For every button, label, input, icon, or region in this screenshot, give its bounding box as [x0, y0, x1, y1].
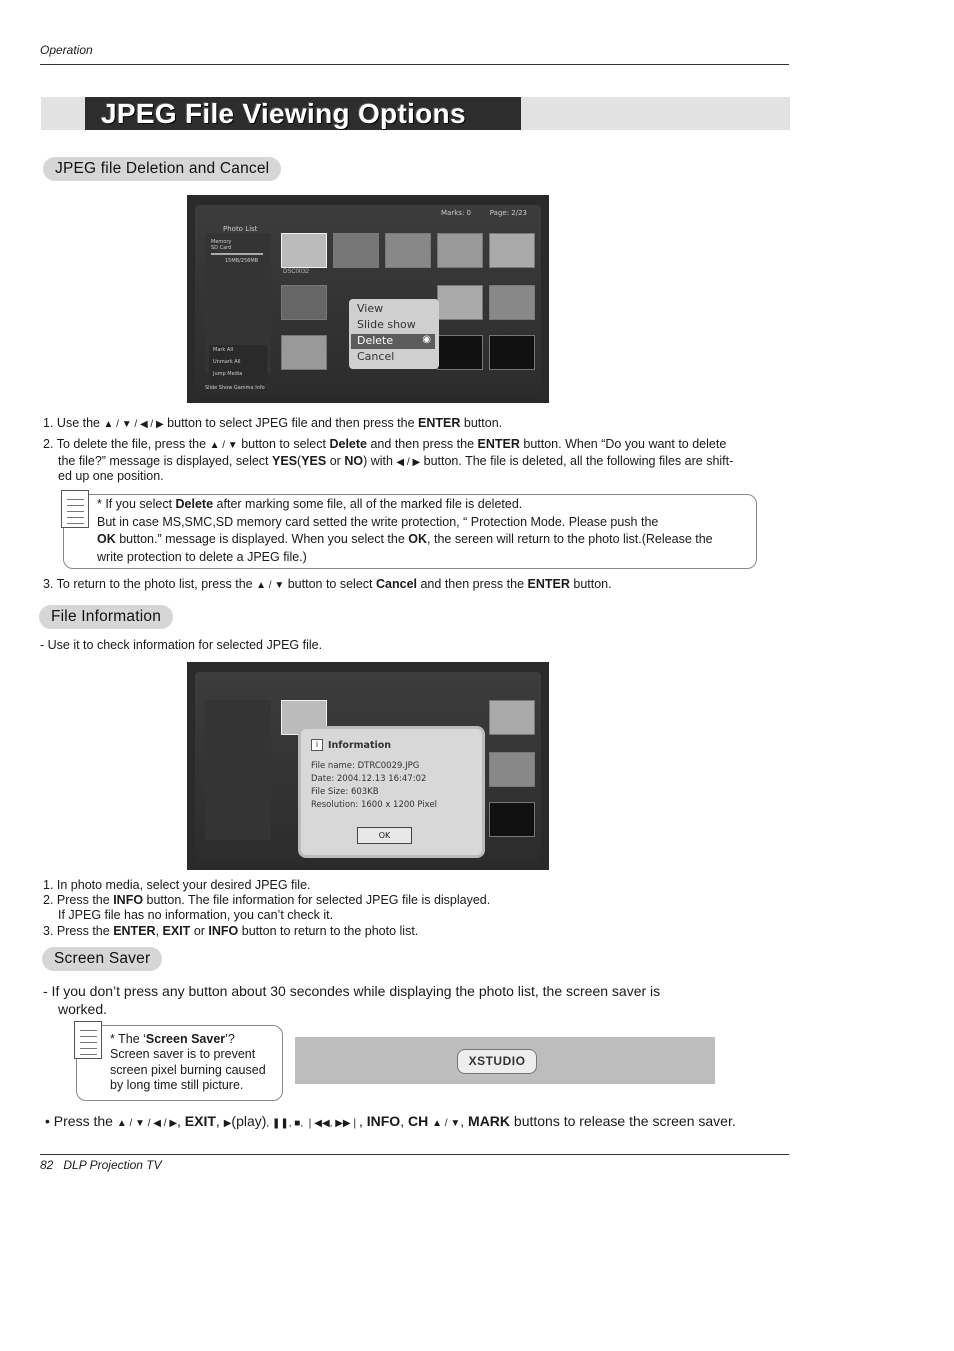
screenshot-file-information	[187, 662, 549, 870]
section-title-screen-saver: Screen Saver	[42, 947, 162, 971]
note-text: button.” message is displayed. When you select the	[119, 532, 405, 546]
ok-label: OK	[408, 532, 428, 546]
photo-thumb[interactable]	[281, 335, 327, 370]
play-label: (play)	[231, 1113, 267, 1129]
up-down-left-right-arrows-icon: ▲ / ▼ / ◀ / ▶	[116, 1118, 178, 1129]
enter-key-label: ENTER	[527, 577, 570, 591]
note-line-2: But in case MS,SMC,SD memory card setted the write protection, “ Protection Mode. Please push the	[97, 515, 659, 529]
step-text: button. The file information for selected JPEG file is displayed.	[146, 893, 491, 907]
sidebar-button-unmark-all[interactable]: Unmark All	[213, 359, 241, 365]
release-text: • Press the	[45, 1113, 113, 1129]
info-step-2-cont: If JPEG file has no information, you can’t check it.	[58, 908, 334, 922]
xstudio-logo: XSTUDIO	[457, 1049, 537, 1074]
sidebar-button-mark-all[interactable]: Mark All	[213, 347, 234, 353]
step-number: 2.	[43, 437, 54, 451]
sidebar-button-jump-media[interactable]: Jump Media	[213, 371, 243, 377]
step-text: 3. Press the	[43, 924, 110, 938]
file-resolution: Resolution: 1600 x 1200 Pixel	[311, 800, 438, 810]
step-text: 3. To return to the photo list, press the	[43, 577, 253, 591]
saver-body-1: - If you don’t press any button about 30 secondes while displaying the photo list, the screen saver is	[43, 983, 661, 999]
menu-item-cancel[interactable]: Cancel	[357, 350, 395, 363]
photo-thumb[interactable]	[489, 335, 535, 370]
step-text: and then press the	[420, 577, 525, 591]
pause-stop-rewind-forward-icons: , ❚❚, ■, ❘◀◀, ▶▶❘	[266, 1118, 359, 1129]
photo-thumb[interactable]	[385, 233, 431, 268]
left-right-arrows-icon: ◀ / ▶	[396, 457, 421, 468]
page-number: 82	[40, 1158, 54, 1172]
page-count: Page: 2/23	[489, 209, 527, 217]
cancel-label: Cancel	[376, 577, 417, 591]
note-text: after marking some file, all of the marked file is deleted.	[216, 497, 523, 511]
footer-title: DLP Projection TV	[63, 1158, 162, 1172]
step-number: 1.	[43, 416, 54, 430]
photo-sidebar	[205, 225, 271, 377]
saver-note-1	[110, 1031, 235, 1047]
info-step-1: 1. In photo media, select your desired JPEG file.	[43, 878, 311, 892]
step-text: button to select	[241, 437, 326, 451]
note-text: ’?	[225, 1032, 235, 1046]
step-text: or	[193, 924, 205, 938]
memory-label: Memory	[211, 239, 232, 245]
up-down-arrows-icon: ▲ / ▼	[209, 440, 238, 451]
yes-label: YES	[301, 454, 327, 468]
info-step-2	[43, 892, 490, 908]
step-text: button to select JPEG file and then press the	[167, 416, 415, 430]
context-menu	[349, 299, 439, 369]
step-2-end: ed up one position.	[58, 469, 164, 483]
ch-key-label: CH	[407, 1113, 429, 1129]
footer	[40, 1158, 162, 1172]
note-icon	[61, 490, 89, 528]
photo-sidebar	[205, 700, 271, 840]
photo-thumb[interactable]	[489, 285, 535, 320]
up-down-arrows-icon: ▲ / ▼	[432, 1118, 461, 1129]
menu-item-delete-label: Delete	[357, 334, 394, 347]
screen-saver-label: Screen Saver	[145, 1032, 226, 1046]
info-key-label: INFO	[366, 1113, 401, 1129]
step-text: the file?” message is displayed, select	[58, 454, 269, 468]
bottom-bar: Slide Show Gamma Info	[205, 385, 265, 391]
step-3	[43, 576, 743, 594]
step-text: button to return to the photo list.	[241, 924, 419, 938]
enter-key-label: ENTER	[418, 416, 461, 430]
step-text: 2. Press the	[43, 893, 110, 907]
page-title: JPEG File Viewing Options	[85, 97, 521, 130]
photo-thumb[interactable]	[437, 335, 483, 370]
note-line-1	[97, 496, 747, 512]
step-1	[43, 415, 743, 433]
screenshot-photo-list-menu	[187, 195, 549, 403]
selected-radio-icon: ◉	[422, 334, 431, 345]
mark-key-label: MARK	[468, 1113, 511, 1129]
step-text: button.	[463, 416, 503, 430]
enter-key-label: ENTER	[113, 924, 156, 938]
note-text: , the sereen will return to the photo list.(Release the	[427, 532, 713, 546]
file-size: File Size: 603KB	[311, 787, 379, 797]
saver-note-3: screen pixel burning caused	[110, 1063, 266, 1077]
play-icon: ▶	[223, 1118, 232, 1129]
paren: (	[297, 454, 302, 468]
note-text: * If you select	[97, 497, 173, 511]
photo-thumb[interactable]	[437, 233, 483, 268]
menu-item-delete[interactable]	[351, 334, 435, 349]
info-icon: i	[311, 739, 323, 751]
file-date: Date: 2004.12.13 16:47:02	[311, 774, 427, 784]
step-text: ) with	[363, 454, 393, 468]
ok-label: OK	[97, 532, 116, 546]
note-line-3	[97, 531, 752, 547]
photo-thumb[interactable]	[489, 802, 535, 837]
up-down-left-right-arrows-icon: ▲ / ▼ / ◀ / ▶	[103, 419, 164, 430]
note-text: * The ‘	[110, 1032, 146, 1046]
saver-note-4: by long time still picture.	[110, 1078, 244, 1092]
step-text: button. When “Do you want to delete	[523, 437, 727, 451]
no-label: NO	[344, 454, 364, 468]
step-text: button.	[573, 577, 612, 591]
photo-thumb[interactable]	[489, 752, 535, 787]
step-text: button to select	[287, 577, 373, 591]
photo-thumb[interactable]	[333, 233, 379, 268]
footer-rule	[40, 1154, 789, 1155]
release-text: buttons to release the screen saver.	[513, 1113, 736, 1129]
saver-release: • Press the ▲ / ▼ / ◀ / ▶, EXIT, ▶(play), ❚❚, ■, ❘◀◀, ▶▶❘, INFO, CH ▲ / ▼, MARK buttons to release the screen saver.	[45, 1113, 736, 1129]
thumb-label: DSC0032	[283, 269, 310, 275]
note-icon	[74, 1021, 102, 1059]
step-text: To delete the file, press the	[56, 437, 207, 451]
file-name: File name: DTRC0029.JPG	[311, 761, 420, 771]
section-title-deletion: JPEG file Deletion and Cancel	[43, 157, 281, 181]
saver-note-2: Screen saver is to prevent	[110, 1047, 256, 1061]
card-label: SD Card	[211, 245, 232, 251]
exit-key-label: EXIT	[184, 1113, 216, 1129]
delete-label: Delete	[175, 497, 214, 511]
note-line-4: write protection to delete a JPEG file.)	[97, 550, 307, 564]
photo-thumb[interactable]	[437, 285, 483, 320]
step-text: and then press the	[370, 437, 475, 451]
info-key-label: INFO	[113, 893, 144, 907]
yes-label: YES	[272, 454, 298, 468]
info-intro: - Use it to check information for selected JPEG file.	[40, 638, 323, 652]
dialog-heading: Information	[328, 740, 392, 751]
marks-count: Marks: 0	[441, 209, 471, 217]
menu-item-slide-show[interactable]: Slide show	[357, 318, 416, 331]
step-2	[43, 436, 755, 454]
saver-body-2: worked.	[58, 1001, 108, 1017]
menu-item-view[interactable]: View	[357, 302, 384, 315]
delete-label: Delete	[329, 437, 367, 451]
photo-thumb[interactable]	[281, 233, 327, 268]
photo-thumb[interactable]	[489, 700, 535, 735]
up-down-arrows-icon: ▲ / ▼	[256, 580, 285, 591]
exit-key-label: EXIT	[162, 924, 191, 938]
enter-key-label: ENTER	[477, 437, 520, 451]
information-dialog	[298, 726, 485, 858]
sidebar-title: Photo List	[223, 225, 258, 233]
step-text: Use the	[56, 416, 101, 430]
header-rule	[40, 64, 789, 65]
info-key-label: INFO	[208, 924, 239, 938]
step-text: button. The file is deleted, all the following files are shift-	[423, 454, 734, 468]
comma: ,	[155, 924, 160, 938]
step-text: or	[329, 454, 341, 468]
photo-thumb[interactable]	[281, 285, 327, 320]
section-label: Operation	[40, 43, 93, 57]
section-title-file-information: File Information	[39, 605, 173, 629]
info-step-3	[43, 923, 418, 939]
ok-button[interactable]: OK	[357, 827, 412, 844]
photo-thumb[interactable]	[489, 233, 535, 268]
memory-size: 15MB/256MB	[225, 258, 259, 264]
